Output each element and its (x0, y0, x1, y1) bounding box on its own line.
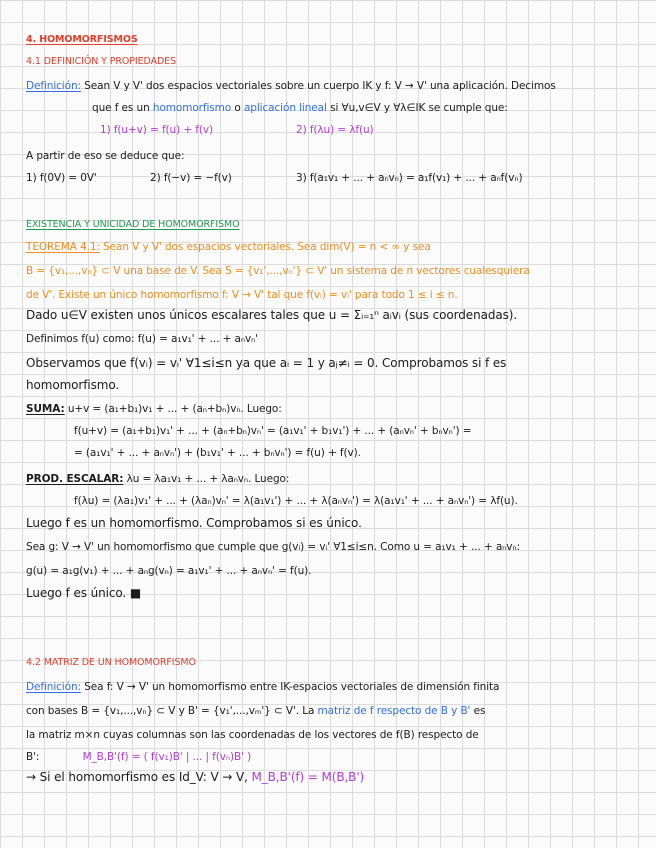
definition-line-1 (26, 79, 556, 93)
matrix-def-text-2a: con bases B = {v₁,...,vₙ} ⊂ V y B' = {v₁',...,vₘ'} ⊂ V'. La (26, 705, 315, 717)
term-matriz: matriz de f respecto de B y B' (317, 705, 471, 717)
definition-text-2e: si ∀u,v∈V y ∀λ∈IK se cumple que: (330, 102, 508, 114)
change-basis-formula: M_B,B'(f) = M(B,B') (251, 770, 365, 784)
definition-text-1: Sean V y V' dos espacios vectoriales sobre un cuerpo IK y f: V → V' una aplicación. Decimos (84, 80, 556, 92)
proof-line-1: Dado u∈V existen unos únicos escalares tales que u = Σᵢ₌₁ⁿ aᵢvᵢ (sus coordenadas). (26, 308, 518, 322)
suma-label: SUMA: (26, 403, 65, 415)
property-2: 2) f(λu) = λf(u) (296, 124, 374, 136)
section3-title: 4.2 MATRIZ DE UN HOMOMORFISMO (26, 657, 196, 668)
prod-text-1: λu = λa₁v₁ + ... + λaₙvₙ. Luego: (126, 473, 290, 485)
proof-line-4: homomorfismo. (26, 378, 120, 392)
matrix-formula: M_B,B'(f) = ( f(v₁)B' | ... | f(vₙ)B' ) (82, 751, 252, 763)
suma-line-1 (26, 402, 282, 416)
deduce-line: A partir de eso se deduce que: (26, 150, 185, 162)
suma-line-3: = (a₁v₁' + ... + aₙvₙ') + (b₁v₁' + ... + bₙvₙ') = f(u) + f(v). (74, 447, 361, 459)
theorem-label: TEOREMA 4.1: (26, 241, 100, 253)
definition-line-2 (92, 101, 508, 115)
suma-text-1: u+v = (a₁+b₁)v₁ + ... + (aₙ+bₙ)vₙ. Luego: (67, 403, 282, 415)
prod-label: PROD. ESCALAR: (26, 473, 124, 485)
suma-line-2: f(u+v) = (a₁+b₁)v₁' + ... + (aₙ+bₙ)vₙ' = (a₁v₁' + b₁v₁') + ... + (aₙvₙ' + bₙvₙ') = (74, 425, 472, 437)
term-aplicacion-lineal: aplicación lineal (243, 102, 327, 114)
theorem-line-2: B = {v₁,...,vₙ} ⊂ V una base de V. Sea S = {v₁',...,vₙ'} ⊂ V' un sistema de n vectores cualesquiera (26, 265, 530, 277)
matrix-def-label: Definición: (26, 681, 81, 693)
conclusion-line-2: Sea g: V → V' un homomorfismo que cumple que g(vᵢ) = vᵢ' ∀1≤i≤n. Como u = a₁v₁ + ... + aₙvₙ: (26, 541, 520, 553)
consequence-1: 1) f(0V) = 0V' (26, 172, 97, 184)
matrix-def-text-1: Sea f: V → V' un homomorfismo entre IK-espacios vectoriales de dimensión finita (84, 681, 500, 693)
matrix-def-line-3: la matriz m×n cuyas columnas son las coordenadas de los vectores de f(B) respecto de (26, 729, 479, 741)
subsection-title: 4.1 DEFINICIÓN Y PROPIEDADES (26, 56, 177, 67)
theorem-line-1 (26, 240, 431, 254)
conclusion-line-1: Luego f es un homomorfismo. Comprobamos si es único. (26, 516, 362, 530)
section-title: 4. HOMOMORFISMOS (26, 34, 138, 45)
theorem-text-1: Sean V y V' dos espacios vectoriales. Sea dim(V) = n < ∞ y sea (103, 241, 431, 253)
proof-line-2: Definimos f(u) como: f(u) = a₁v₁' + ... + aₙvₙ' (26, 333, 258, 345)
section2-title: EXISTENCIA Y UNICIDAD DE HOMOMORFISMO (26, 219, 240, 230)
definition-label: Definición: (26, 80, 81, 92)
matrix-def-line-5 (26, 770, 364, 784)
matrix-def-text-4a: B': (26, 751, 40, 763)
matrix-def-line-2 (26, 704, 485, 718)
consequence-2: 2) f(−v) = −f(v) (150, 172, 232, 184)
definition-text-2a: que f es un (92, 102, 150, 114)
conclusion-line-3: g(u) = a₁g(v₁) + ... + aₙg(vₙ) = a₁v₁' + ... + aₙvₙ' = f(u). (26, 565, 312, 577)
definition-text-2c: o (234, 102, 241, 114)
matrix-def-line-4 (26, 750, 251, 764)
matrix-def-text-5a: → Si el homomorfismo es Id_V: V → V, (26, 770, 248, 784)
conclusion-line-4: Luego f es único. ■ (26, 586, 142, 600)
consequence-3: 3) f(a₁v₁ + ... + aₙvₙ) = a₁f(v₁) + ... + aₙf(vₙ) (296, 172, 523, 184)
proof-line-3: Observamos que f(vᵢ) = vᵢ' ∀1≤i≤n ya que aᵢ = 1 y aⱼ≠ᵢ = 0. Comprobamos si f es (26, 356, 507, 370)
prod-line-1 (26, 472, 289, 486)
theorem-line-3: de V'. Existe un único homomorfismo f: V → V' tal que f(vᵢ) = vᵢ' para todo 1 ≤ i ≤ n. (26, 289, 458, 301)
matrix-def-text-2c: es (473, 705, 486, 717)
term-homomorfismo: homomorfismo (152, 102, 232, 114)
matrix-def-line-1 (26, 680, 499, 694)
prod-line-2: f(λu) = (λa₁)v₁' + ... + (λaₙ)vₙ' = λ(a₁v₁') + ... + λ(aₙvₙ') = λ(a₁v₁' + ... + aₙvₙ') = λf(u). (74, 495, 518, 507)
property-1: 1) f(u+v) = f(u) + f(v) (100, 124, 213, 136)
